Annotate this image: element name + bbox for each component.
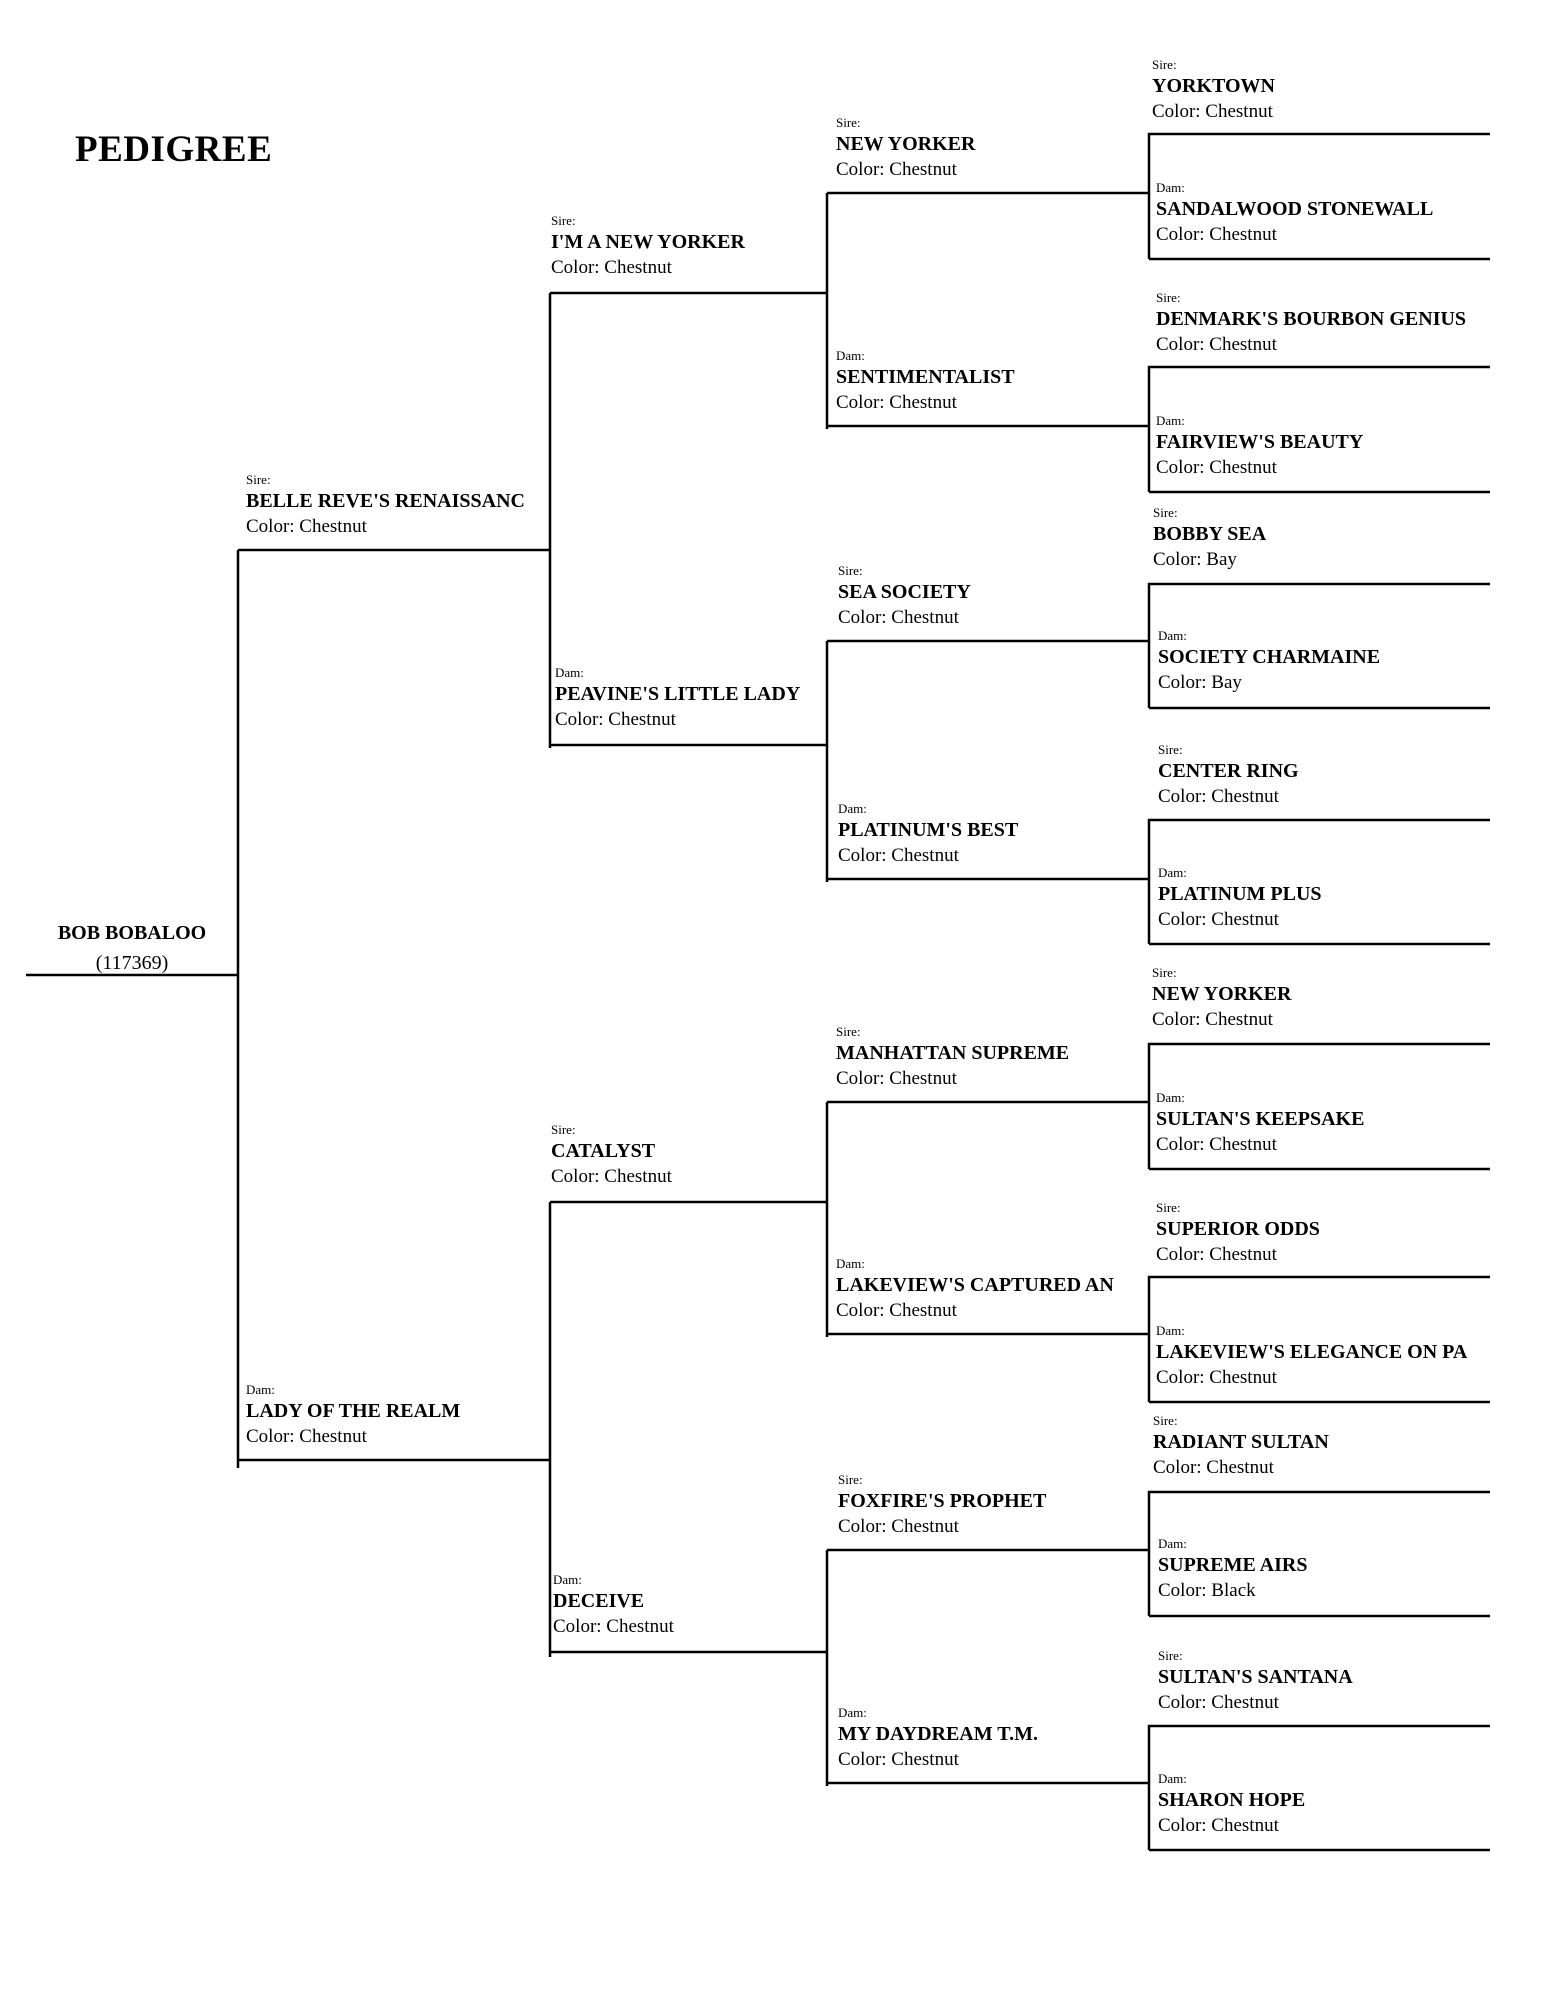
- node-role: Sire:: [1153, 505, 1178, 520]
- sss-node: [836, 115, 975, 183]
- sdss-node: [1153, 505, 1266, 573]
- node-role: Dam:: [246, 1382, 275, 1397]
- subject-name: BOB BOBALOO: [57, 922, 207, 944]
- node-color: Color: Chestnut: [1152, 101, 1273, 122]
- node-color: Color: Chestnut: [553, 1616, 674, 1637]
- dam-sire-node: [551, 1122, 672, 1190]
- node-color: Color: Black: [1158, 1580, 1256, 1601]
- node-role: Sire:: [836, 1024, 861, 1039]
- dssd-node: [1156, 1090, 1364, 1158]
- ddsd-node: [1158, 1536, 1307, 1604]
- node-name: SUPREME AIRS: [1158, 1554, 1308, 1576]
- node-color: Color: Chestnut: [555, 709, 676, 730]
- node-color: Color: Chestnut: [1156, 224, 1277, 245]
- sdd-node: [838, 801, 1018, 869]
- node-role: Sire:: [551, 1122, 576, 1137]
- dsd-node: [836, 1256, 1114, 1324]
- node-color: Color: Chestnut: [246, 1426, 367, 1447]
- node-name: MANHATTAN SUPREME: [836, 1042, 1070, 1064]
- node-color: Color: Chestnut: [838, 1749, 959, 1770]
- page-title: PEDIGREE: [75, 129, 273, 170]
- node-color: Color: Chestnut: [551, 1166, 672, 1187]
- sdsd-node: [1158, 628, 1380, 696]
- node-color: Color: Chestnut: [1156, 1367, 1277, 1388]
- ssd-node: [836, 348, 1015, 416]
- node-name: SOCIETY CHARMAINE: [1158, 646, 1381, 668]
- node-color: Color: Chestnut: [836, 1068, 957, 1089]
- node-color: Color: Chestnut: [838, 845, 959, 866]
- node-name: CENTER RING: [1158, 760, 1299, 782]
- node-name: YORKTOWN: [1152, 75, 1275, 97]
- sire-node: [246, 472, 525, 540]
- node-name: FAIRVIEW'S BEAUTY: [1156, 431, 1364, 453]
- ddd-node: [838, 1705, 1038, 1773]
- node-role: Dam:: [1156, 1090, 1185, 1105]
- node-role: Dam:: [838, 801, 867, 816]
- node-name: SUPERIOR ODDS: [1156, 1218, 1320, 1240]
- node-name: LADY OF THE REALM: [246, 1400, 461, 1422]
- ddss-node: [1153, 1413, 1329, 1481]
- node-name: BELLE REVE'S RENAISSANC: [246, 490, 525, 512]
- ssds-node: [1156, 290, 1466, 358]
- node-role: Dam:: [838, 1705, 867, 1720]
- node-role: Sire:: [836, 115, 861, 130]
- node-name: DENMARK'S BOURBON GENIUS: [1156, 308, 1467, 330]
- node-color: Color: Bay: [1153, 549, 1237, 570]
- node-name: BOBBY SEA: [1153, 523, 1267, 545]
- dam-node: [246, 1382, 460, 1450]
- node-color: Color: Chestnut: [551, 257, 672, 278]
- dddd-node: [1158, 1771, 1305, 1839]
- node-role: Sire:: [551, 213, 576, 228]
- dsds-node: [1156, 1200, 1320, 1268]
- node-role: Sire:: [838, 1472, 863, 1487]
- node-color: Color: Chestnut: [1158, 1815, 1279, 1836]
- node-color: Color: Chestnut: [838, 1516, 959, 1537]
- node-name: SULTAN'S SANTANA: [1158, 1666, 1353, 1688]
- node-role: Sire:: [1156, 290, 1181, 305]
- node-role: Sire:: [838, 563, 863, 578]
- node-color: Color: Chestnut: [1156, 1134, 1277, 1155]
- dam-dam-node: [553, 1572, 674, 1640]
- node-name: PLATINUM PLUS: [1158, 883, 1322, 905]
- sire-dam-node: [555, 665, 800, 733]
- node-color: Color: Bay: [1158, 672, 1242, 693]
- node-name: SULTAN'S KEEPSAKE: [1156, 1108, 1365, 1130]
- node-role: Sire:: [1152, 965, 1177, 980]
- node-role: Dam:: [1156, 180, 1185, 195]
- node-color: Color: Chestnut: [246, 516, 367, 537]
- node-name: PEAVINE'S LITTLE LADY: [555, 683, 801, 705]
- node-color: Color: Chestnut: [1158, 786, 1279, 807]
- ddds-node: [1158, 1648, 1353, 1716]
- dss-node: [836, 1024, 1069, 1092]
- node-role: Sire:: [1153, 1413, 1178, 1428]
- node-name: I'M A NEW YORKER: [551, 231, 745, 253]
- node-role: Dam:: [1158, 865, 1187, 880]
- node-role: Dam:: [1158, 1771, 1187, 1786]
- sssd-node: [1156, 180, 1433, 248]
- sddd-node: [1158, 865, 1322, 933]
- subject-registration: (117369): [95, 952, 169, 974]
- node-color: Color: Chestnut: [836, 159, 957, 180]
- node-name: NEW YORKER: [1152, 983, 1292, 1005]
- node-color: Color: Chestnut: [836, 1300, 957, 1321]
- dds-node: [838, 1472, 1046, 1540]
- node-name: LAKEVIEW'S CAPTURED AN: [836, 1274, 1114, 1296]
- node-color: Color: Chestnut: [1158, 1692, 1279, 1713]
- node-role: Dam:: [555, 665, 584, 680]
- node-name: RADIANT SULTAN: [1153, 1431, 1329, 1453]
- node-name: DECEIVE: [553, 1590, 645, 1612]
- node-role: Sire:: [246, 472, 271, 487]
- node-color: Color: Chestnut: [1156, 334, 1277, 355]
- sds-node: [838, 563, 971, 631]
- node-color: Color: Chestnut: [1158, 909, 1279, 930]
- dsss-node: [1152, 965, 1291, 1033]
- ssdd-node: [1156, 413, 1363, 481]
- node-color: Color: Chestnut: [1156, 457, 1277, 478]
- node-name: SANDALWOOD STONEWALL: [1156, 198, 1434, 220]
- node-name: CATALYST: [551, 1140, 656, 1162]
- node-role: Sire:: [1158, 1648, 1183, 1663]
- node-name: SENTIMENTALIST: [836, 366, 1015, 388]
- node-role: Dam:: [1158, 628, 1187, 643]
- dsdd-node: [1156, 1323, 1467, 1391]
- node-role: Dam:: [1156, 1323, 1185, 1338]
- node-color: Color: Chestnut: [1153, 1457, 1274, 1478]
- ssss-node: [1152, 57, 1275, 125]
- node-role: Dam:: [1158, 1536, 1187, 1551]
- node-role: Dam:: [836, 1256, 865, 1271]
- sdds-node: [1158, 742, 1299, 810]
- node-color: Color: Chestnut: [1152, 1009, 1273, 1030]
- node-role: Dam:: [1156, 413, 1185, 428]
- node-name: LAKEVIEW'S ELEGANCE ON PA: [1156, 1341, 1468, 1363]
- node-name: SEA SOCIETY: [838, 581, 971, 603]
- subject-horse: [26, 918, 238, 978]
- node-role: Dam:: [553, 1572, 582, 1587]
- node-role: Dam:: [836, 348, 865, 363]
- node-role: Sire:: [1156, 1200, 1181, 1215]
- node-color: Color: Chestnut: [836, 392, 957, 413]
- node-color: Color: Chestnut: [838, 607, 959, 628]
- node-role: Sire:: [1158, 742, 1183, 757]
- node-color: Color: Chestnut: [1156, 1244, 1277, 1265]
- node-role: Sire:: [1152, 57, 1177, 72]
- node-name: FOXFIRE'S PROPHET: [838, 1490, 1047, 1512]
- node-name: MY DAYDREAM T.M.: [838, 1723, 1038, 1745]
- sire-sire-node: [551, 213, 745, 281]
- node-name: SHARON HOPE: [1158, 1789, 1306, 1811]
- node-name: PLATINUM'S BEST: [838, 819, 1019, 841]
- node-name: NEW YORKER: [836, 133, 976, 155]
